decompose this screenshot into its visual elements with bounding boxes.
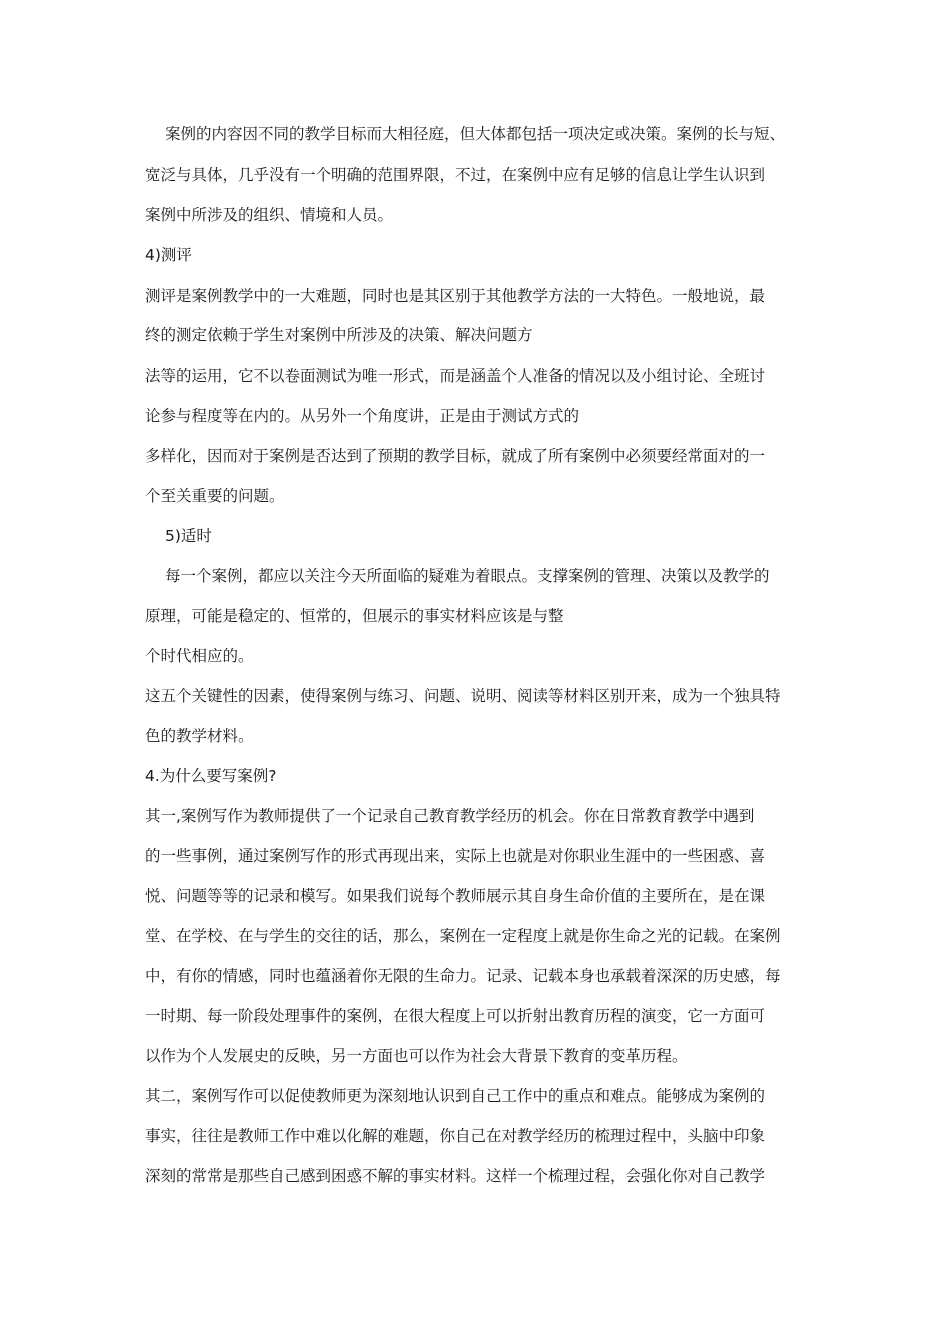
text-line: 其二，案例写作可以促使教师更为深刻地认识到自己工作中的重点和难点。能够成为案例的	[145, 1087, 766, 1105]
text-line: 每一个案例，都应以关注今天所面临的疑难为着眼点。支撑案例的管理、决策以及教学的	[165, 567, 770, 585]
text-line: 案例的内容因不同的教学目标而大相径庭，但大体都包括一项决定或决策。案例的长与短、	[165, 125, 786, 143]
text-line: 个时代相应的。	[145, 647, 254, 665]
text-line: 以作为个人发展史的反映，另一方面也可以作为社会大背景下教育的变革历程。	[145, 1047, 688, 1065]
text-line: 堂、在学校、在与学生的交往的话，那么，案例在一定程度上就是你生命之光的记载。在案例	[145, 927, 781, 945]
text-line: 这五个关键性的因素，使得案例与练习、问题、说明、阅读等材料区别开来，成为一个独具特	[145, 687, 781, 705]
section-heading: 4)测评	[145, 246, 192, 264]
text-line: 个至关重要的问题。	[145, 487, 285, 505]
text-line: 原理，可能是稳定的、恒常的，但展示的事实材料应该是与整	[145, 607, 564, 625]
text-line: 案例中所涉及的组织、情境和人员。	[145, 206, 394, 224]
text-line: 深刻的常常是那些自己感到困惑不解的事实材料。这样一个梳理过程，会强化你对自己教学	[145, 1167, 766, 1185]
text-line: 其一,案例写作为教师提供了一个记录自己教育教学经历的机会。你在日常教育教学中遇到	[145, 807, 755, 825]
text-line: 一时期、每一阶段处理事件的案例，在很大程度上可以折射出教育历程的演变，它一方面可	[145, 1007, 766, 1025]
text-line: 终的测定依赖于学生对案例中所涉及的决策、解决问题方	[145, 326, 533, 344]
text-line: 多样化，因而对于案例是否达到了预期的教学目标，就成了所有案例中必须要经常面对的一	[145, 447, 766, 465]
text-line: 测评是案例教学中的一大难题，同时也是其区别于其他教学方法的一大特色。一般地说，最	[145, 287, 766, 305]
text-line: 中，有你的情感，同时也蕴涵着你无限的生命力。记录、记载本身也承载着深深的历史感，每	[145, 967, 781, 985]
text-line: 宽泛与具体，几乎没有一个明确的范围界限，不过，在案例中应有足够的信息让学生认识到	[145, 166, 766, 184]
text-line: 论参与程度等在内的。从另外一个角度讲，正是由于测试方式的	[145, 407, 580, 425]
section-heading: 5)适时	[165, 527, 212, 545]
text-line: 法等的运用，它不以卷面测试为唯一形式，而是涵盖个人准备的情况以及小组讨论、全班讨	[145, 367, 766, 385]
text-line: 事实，往往是教师工作中难以化解的难题，你自己在对教学经历的梳理过程中，头脑中印象	[145, 1127, 766, 1145]
section-heading: 4.为什么要写案例?	[145, 767, 277, 785]
text-line: 色的教学材料。	[145, 727, 254, 745]
text-line: 悦、问题等等的记录和模写。如果我们说每个教师展示其自身生命价值的主要所在，是在课	[145, 887, 766, 905]
text-line: 的一些事例，通过案例写作的形式再现出来，实际上也就是对你职业生涯中的一些困惑、喜	[145, 847, 766, 865]
